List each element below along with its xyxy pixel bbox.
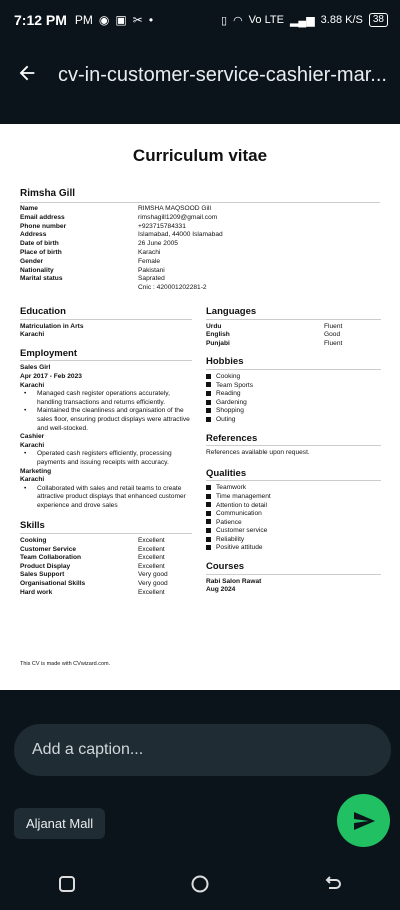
home-button[interactable]	[185, 869, 215, 899]
info-row: Nationality Pakistani	[20, 266, 165, 274]
wifi-icon: ◠	[233, 14, 243, 27]
bottom-bar	[0, 786, 400, 858]
info-row: Email address rimshagill1209@gmail.com	[20, 213, 218, 221]
courses-heading: Courses	[206, 563, 381, 575]
skills-heading: Skills	[20, 522, 192, 534]
course-date: Aug 2024	[206, 586, 236, 594]
signal-icon: ▂▄▆	[289, 14, 315, 27]
list-item: • Operated cash registers efficiently, processing payments and issuing receipts with accuracy.	[24, 450, 172, 466]
capcut-icon: ✂	[132, 13, 143, 27]
qualities-heading: Qualities	[206, 470, 381, 482]
status-time: 7:12 PM	[14, 12, 67, 28]
whatsapp-icon: ◉	[98, 13, 110, 27]
list-item: Communication	[206, 510, 381, 519]
list-item: Outing	[206, 416, 381, 425]
list-item: • Maintained the cleanliness and organisation of the sales floor, ensuring product displays were attractive and well-stocked.	[24, 407, 190, 432]
send-icon	[352, 809, 376, 833]
education-heading: Education	[20, 308, 192, 320]
info-row: Gender Female	[20, 257, 160, 265]
vibrate-icon: ▯	[221, 14, 228, 27]
list-item: Team Sports	[206, 382, 381, 391]
info-row: Phone number +923715784331	[20, 222, 186, 230]
list-item: Gardening	[206, 399, 381, 408]
course-name: Rabi Salon Rawat	[206, 577, 262, 585]
info-row: Cnic : 420001202281-2	[138, 284, 207, 292]
skill-row: Customer Service Excellent	[20, 545, 165, 553]
job-entry: Sales Girl Apr 2017 - Feb 2023 Karachi • Managed cash register operations accurately, handling transactions and returns efficiently. • Maintained the cleanliness and organisation of the sales floor, ensuring product displays were attractive and well-stocked.	[20, 364, 192, 433]
references-text: References available upon request.	[206, 449, 310, 457]
language-row: English Good	[206, 331, 341, 339]
list-item: Patience	[206, 519, 381, 528]
info-row: Date of birth 26 June 2005	[20, 240, 178, 248]
cv-title: Curriculum vitae	[132, 146, 268, 165]
hobbies-heading: Hobbies	[206, 358, 381, 370]
list-item: Time management	[206, 493, 381, 502]
right-column	[206, 308, 381, 595]
list-item: Teamwork	[206, 484, 381, 493]
send-button[interactable]	[337, 794, 390, 847]
left-column	[20, 308, 192, 597]
net-speed: 3.88 K/S	[320, 14, 363, 26]
education-place: Karachi	[20, 331, 45, 339]
education-degree: Matriculation in Arts	[20, 322, 84, 330]
job-entry: Cashier Karachi • Operated cash registers efficiently, processing payments and issuing receipts with accuracy.	[20, 433, 192, 467]
personal-info	[20, 205, 380, 293]
skill-row: Organisational Skills Very good	[20, 580, 168, 588]
info-row: Marital status Saprated	[20, 275, 165, 283]
employment-heading: Employment	[20, 350, 192, 362]
document-title: cv-in-customer-service-cashier-mar...	[58, 63, 387, 86]
cv-name: Rimsha Gill	[20, 188, 76, 199]
skill-row: Product Display Excellent	[20, 562, 165, 570]
instagram-icon: ▣	[115, 13, 127, 27]
info-row: Address Islamabad, 44000 Islamabad	[20, 231, 223, 239]
list-item: Reading	[206, 390, 381, 399]
skill-row: Cooking Excellent	[20, 537, 165, 545]
skill-row: Hard work Excellent	[20, 588, 165, 596]
back-icon	[323, 874, 343, 894]
list-item: Attention to detail	[206, 502, 381, 511]
recents-icon	[58, 875, 76, 893]
recents-button[interactable]	[52, 869, 82, 899]
skill-row: Team Collaboration Excellent	[20, 554, 165, 562]
network-label: Vo LTE	[248, 14, 284, 26]
back-arrow-icon[interactable]	[16, 60, 46, 91]
info-row: Place of birth Karachi	[20, 248, 161, 256]
list-item: Customer service	[206, 527, 381, 536]
language-row: Urdu Fluent	[206, 322, 343, 330]
dot-icon: •	[148, 13, 154, 27]
caption-input[interactable]: Add a caption...	[14, 724, 391, 776]
list-item: • Managed cash register operations accurately, handling transactions and returns efficiently.	[24, 390, 170, 406]
name-divider	[20, 202, 380, 203]
notification-icons	[75, 13, 153, 27]
status-bar	[0, 0, 400, 40]
document-preview[interactable]	[0, 124, 400, 690]
job-entry: Marketing Karachi • Collaborated with sales and retail teams to create attractive product displays that enhanced customer experience and drove sales	[20, 468, 192, 511]
cv-footer: This CV is made with CVwizard.com.	[20, 661, 111, 667]
status-right	[221, 13, 388, 27]
skill-row: Sales Support Very good	[20, 571, 168, 579]
list-item: Cooking	[206, 373, 381, 382]
languages-heading: Languages	[206, 308, 381, 320]
info-row: Name RIMSHA MAQSOOD Gill	[20, 205, 211, 212]
battery-icon: 38	[369, 13, 388, 27]
recipient-chip[interactable]: Aljanat Mall	[14, 808, 105, 839]
list-item: Reliability	[206, 536, 381, 545]
system-nav-bar	[0, 858, 400, 910]
list-item: Shopping	[206, 407, 381, 416]
references-heading: References	[206, 435, 381, 447]
pm-icon: PM	[74, 13, 93, 27]
list-item: Positive attitude	[206, 544, 381, 553]
list-item: • Collaborated with sales and retail teams to create attractive product displays that enhanced customer experience and drove sales	[24, 484, 186, 509]
home-icon	[190, 874, 210, 894]
language-row: Punjabi Fluent	[206, 339, 343, 347]
back-button[interactable]	[318, 869, 348, 899]
top-bar	[0, 40, 400, 110]
